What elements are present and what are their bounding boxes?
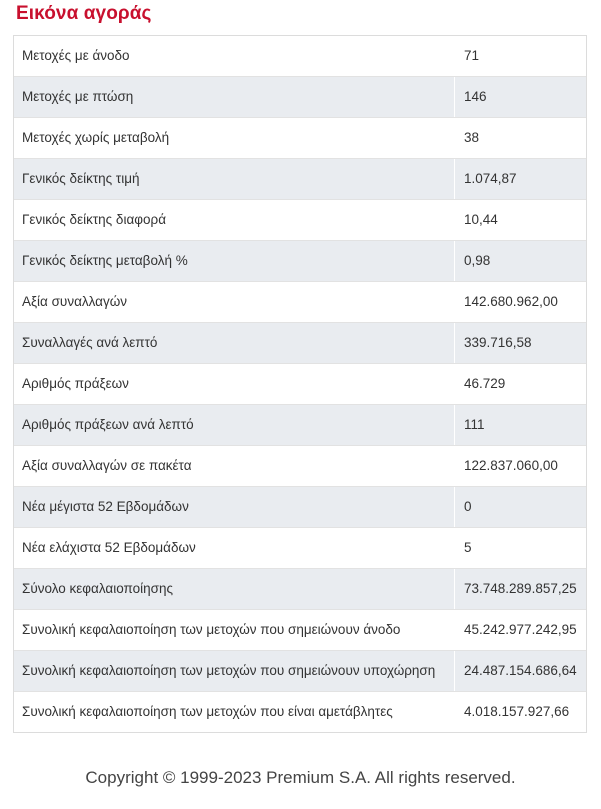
row-label: Γενικός δείκτης τιμή <box>14 159 455 200</box>
table-row <box>14 651 586 692</box>
row-value: 45.242.977.242,95 <box>455 610 587 651</box>
row-label: Αριθμός πράξεων ανά λεπτό <box>14 405 455 446</box>
row-value: 339.716,58 <box>455 323 587 364</box>
market-overview-table <box>13 35 587 733</box>
row-label: Αξία συναλλαγών σε πακέτα <box>14 446 455 487</box>
row-value: 4.018.157.927,66 <box>455 692 587 733</box>
row-label: Γενικός δείκτης διαφορά <box>14 200 455 241</box>
table-row <box>14 487 586 528</box>
table-row <box>14 200 586 241</box>
row-value: 46.729 <box>455 364 587 405</box>
row-label: Νέα ελάχιστα 52 Εβδομάδων <box>14 528 455 569</box>
table-row <box>14 446 586 487</box>
table-row <box>14 241 586 282</box>
row-value: 111 <box>455 405 587 446</box>
table-row <box>14 405 586 446</box>
table-row <box>14 569 586 610</box>
table-row <box>14 36 586 77</box>
row-value: 0 <box>455 487 587 528</box>
row-label: Μετοχές με άνοδο <box>14 36 455 77</box>
row-label: Συναλλαγές ανά λεπτό <box>14 323 455 364</box>
table-row <box>14 282 586 323</box>
row-value: 146 <box>455 77 587 118</box>
table-row <box>14 692 586 733</box>
row-label: Μετοχές χωρίς μεταβολή <box>14 118 455 159</box>
row-label: Νέα μέγιστα 52 Εβδομάδων <box>14 487 455 528</box>
table-row <box>14 77 586 118</box>
row-value: 38 <box>455 118 587 159</box>
row-value: 71 <box>455 36 587 77</box>
row-label: Συνολική κεφαλαιοποίηση των μετοχών που σημειώνουν άνοδο <box>14 610 455 651</box>
copyright-footer: Copyright © 1999-2023 Premium S.A. All rights reserved. <box>85 768 516 787</box>
row-label: Συνολική κεφαλαιοποίηση των μετοχών που είναι αμετάβλητες <box>14 692 455 733</box>
row-label: Γενικός δείκτης μεταβολή % <box>14 241 455 282</box>
row-value: 24.487.154.686,64 <box>455 651 587 692</box>
row-label: Αξία συναλλαγών <box>14 282 455 323</box>
table-row <box>14 610 586 651</box>
table-row <box>14 323 586 364</box>
row-value: 1.074,87 <box>455 159 587 200</box>
table-row <box>14 159 586 200</box>
table-row <box>14 118 586 159</box>
table-row <box>14 364 586 405</box>
row-label: Σύνολο κεφαλαιοποίησης <box>14 569 455 610</box>
row-label: Συνολική κεφαλαιοποίηση των μετοχών που σημειώνουν υποχώρηση <box>14 651 455 692</box>
row-value: 122.837.060,00 <box>455 446 587 487</box>
row-label: Αριθμός πράξεων <box>14 364 455 405</box>
row-label: Μετοχές με πτώση <box>14 77 455 118</box>
row-value: 73.748.289.857,25 <box>455 569 587 610</box>
row-value: 0,98 <box>455 241 587 282</box>
row-value: 10,44 <box>455 200 587 241</box>
table-row <box>14 528 586 569</box>
row-value: 5 <box>455 528 587 569</box>
row-value: 142.680.962,00 <box>455 282 587 323</box>
page-title: Εικόνα αγοράς <box>16 3 152 24</box>
